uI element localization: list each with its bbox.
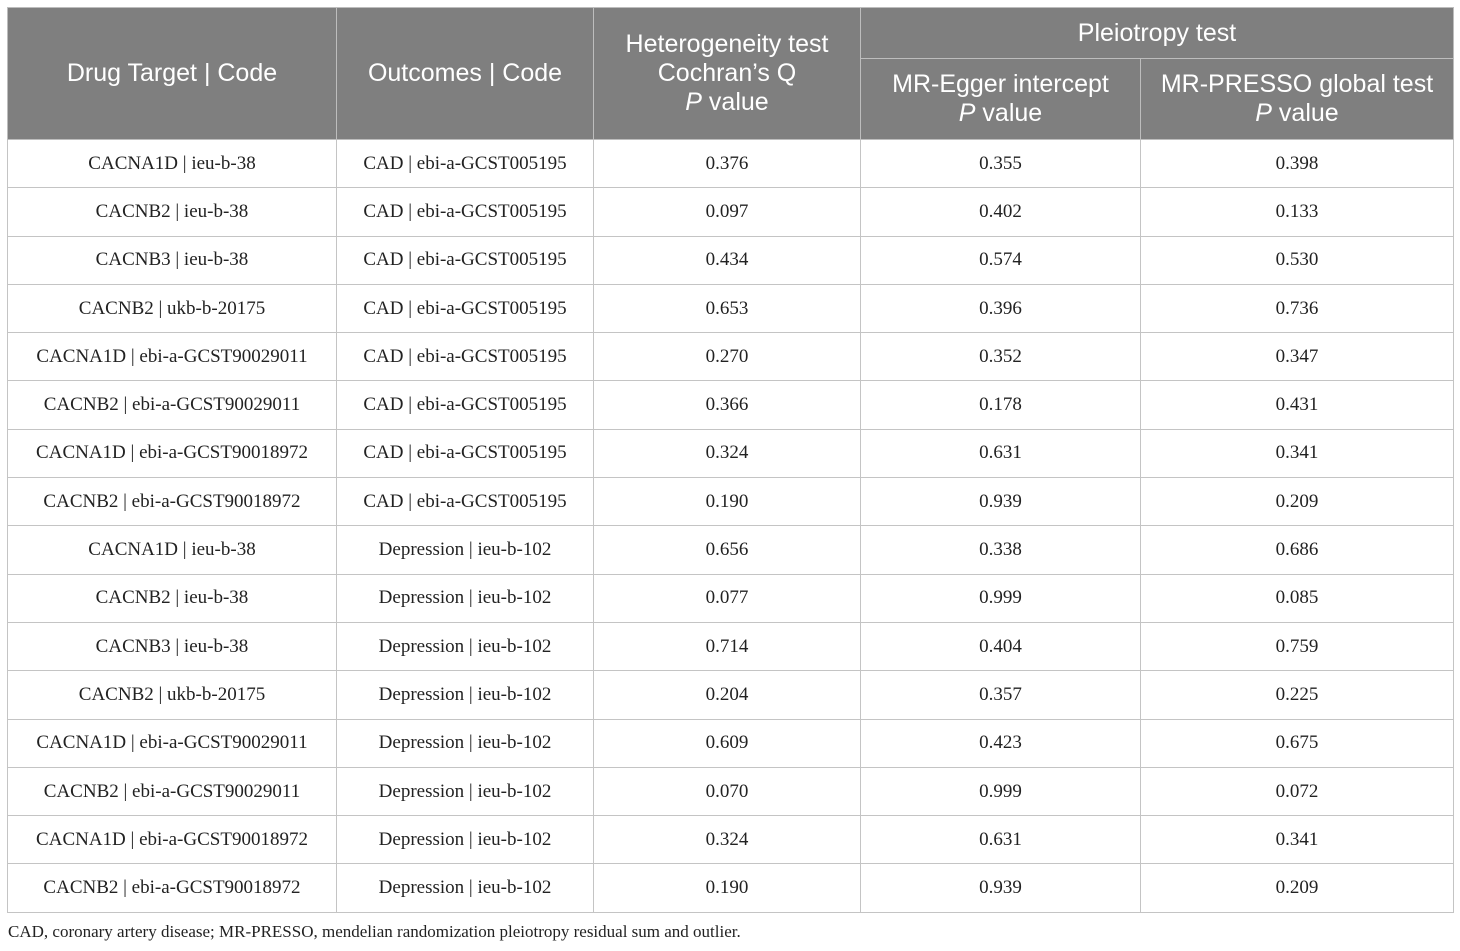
cochran-q-pvalue-cell: 0.376	[594, 140, 861, 188]
mr-egger-pvalue-cell: 0.939	[861, 478, 1141, 526]
mr-egger-pvalue-cell: 0.423	[861, 719, 1141, 767]
drug-target-cell: CACNB2 | ebi-a-GCST90018972	[8, 478, 337, 526]
mr-presso-pvalue-cell: 0.431	[1141, 381, 1454, 429]
mr-presso-pvalue-cell: 0.686	[1141, 526, 1454, 574]
cochran-q-pvalue-cell: 0.656	[594, 526, 861, 574]
value-label: value	[975, 99, 1043, 127]
p-label: P	[1255, 99, 1272, 127]
mr-egger-pvalue-cell: 0.574	[861, 236, 1141, 284]
cochran-q-pvalue-cell: 0.366	[594, 381, 861, 429]
cochran-q-pvalue-cell: 0.204	[594, 671, 861, 719]
results-table	[7, 7, 1454, 913]
mr-presso-pvalue-cell: 0.133	[1141, 188, 1454, 236]
table-row	[8, 429, 1454, 477]
mr-egger-pvalue-cell: 0.396	[861, 284, 1141, 332]
mr-presso-pvalue-cell: 0.225	[1141, 671, 1454, 719]
table-row	[8, 526, 1454, 574]
outcome-cell: CAD | ebi-a-GCST005195	[337, 140, 594, 188]
drug-target-cell: CACNB2 | ieu-b-38	[8, 574, 337, 622]
header-mr-presso	[1141, 59, 1454, 140]
cochran-q-pvalue-cell: 0.097	[594, 188, 861, 236]
drug-target-cell: CACNB2 | ukb-b-20175	[8, 284, 337, 332]
header-heterogeneity	[594, 8, 861, 140]
drug-target-cell: CACNA1D | ebi-a-GCST90018972	[8, 429, 337, 477]
drug-target-cell: CACNA1D | ebi-a-GCST90029011	[8, 719, 337, 767]
results-table-container	[7, 7, 1453, 913]
drug-target-cell: CACNB3 | ieu-b-38	[8, 236, 337, 284]
cochran-q-pvalue-cell: 0.077	[594, 574, 861, 622]
mr-presso-pvalue-cell: 0.085	[1141, 574, 1454, 622]
mr-egger-pvalue-cell: 0.338	[861, 526, 1141, 574]
p-label: P	[685, 88, 702, 116]
drug-target-cell: CACNA1D | ebi-a-GCST90029011	[8, 333, 337, 381]
header-pleiotropy: Pleiotropy test	[861, 8, 1454, 59]
header-mr-egger-pvalue	[865, 99, 1136, 128]
outcome-cell: CAD | ebi-a-GCST005195	[337, 236, 594, 284]
cochran-q-pvalue-cell: 0.653	[594, 284, 861, 332]
mr-presso-pvalue-cell: 0.072	[1141, 767, 1454, 815]
mr-presso-pvalue-cell: 0.347	[1141, 333, 1454, 381]
table-row	[8, 478, 1454, 526]
cochran-q-pvalue-cell: 0.190	[594, 478, 861, 526]
p-label: P	[958, 99, 976, 127]
table-row	[8, 188, 1454, 236]
value-label: value	[1271, 99, 1339, 127]
mr-presso-pvalue-cell: 0.736	[1141, 284, 1454, 332]
mr-presso-pvalue-cell: 0.341	[1141, 429, 1454, 477]
table-row	[8, 140, 1454, 188]
header-heterogeneity-line2: Cochran’s Q	[657, 59, 797, 87]
outcome-cell: Depression | ieu-b-102	[337, 574, 594, 622]
cochran-q-pvalue-cell: 0.070	[594, 767, 861, 815]
header-mr-presso-pvalue	[1145, 99, 1449, 128]
header-mr-egger	[861, 59, 1141, 140]
cochran-q-pvalue-cell: 0.270	[594, 333, 861, 381]
mr-presso-pvalue-cell: 0.530	[1141, 236, 1454, 284]
table-row	[8, 671, 1454, 719]
table-row	[8, 381, 1454, 429]
mr-egger-pvalue-cell: 0.352	[861, 333, 1141, 381]
drug-target-cell: CACNB2 | ebi-a-GCST90029011	[8, 767, 337, 815]
outcome-cell: Depression | ieu-b-102	[337, 622, 594, 670]
drug-target-cell: CACNA1D | ebi-a-GCST90018972	[8, 816, 337, 864]
outcome-cell: CAD | ebi-a-GCST005195	[337, 284, 594, 332]
drug-target-cell: CACNA1D | ieu-b-38	[8, 140, 337, 188]
mr-presso-pvalue-cell: 0.759	[1141, 622, 1454, 670]
outcome-cell: Depression | ieu-b-102	[337, 526, 594, 574]
outcome-cell: CAD | ebi-a-GCST005195	[337, 429, 594, 477]
outcome-cell: Depression | ieu-b-102	[337, 816, 594, 864]
cochran-q-pvalue-cell: 0.609	[594, 719, 861, 767]
outcome-cell: Depression | ieu-b-102	[337, 767, 594, 815]
header-heterogeneity-pvalue	[598, 88, 856, 117]
outcome-cell: CAD | ebi-a-GCST005195	[337, 381, 594, 429]
mr-egger-pvalue-cell: 0.404	[861, 622, 1141, 670]
cochran-q-pvalue-cell: 0.324	[594, 429, 861, 477]
mr-presso-pvalue-cell: 0.398	[1141, 140, 1454, 188]
table-row	[8, 622, 1454, 670]
outcome-cell: Depression | ieu-b-102	[337, 671, 594, 719]
mr-egger-pvalue-cell: 0.402	[861, 188, 1141, 236]
mr-presso-pvalue-cell: 0.209	[1141, 478, 1454, 526]
header-heterogeneity-line1: Heterogeneity test	[625, 30, 829, 58]
mr-presso-pvalue-cell: 0.675	[1141, 719, 1454, 767]
cochran-q-pvalue-cell: 0.190	[594, 864, 861, 912]
mr-presso-pvalue-cell: 0.209	[1141, 864, 1454, 912]
header-mr-presso-label: MR-PRESSO global test	[1160, 70, 1434, 98]
cochran-q-pvalue-cell: 0.434	[594, 236, 861, 284]
outcome-cell: Depression | ieu-b-102	[337, 719, 594, 767]
cochran-q-pvalue-cell: 0.324	[594, 816, 861, 864]
table-row	[8, 816, 1454, 864]
table-row	[8, 574, 1454, 622]
drug-target-cell: CACNB2 | ukb-b-20175	[8, 671, 337, 719]
table-row	[8, 719, 1454, 767]
outcome-cell: CAD | ebi-a-GCST005195	[337, 333, 594, 381]
mr-egger-pvalue-cell: 0.631	[861, 816, 1141, 864]
mr-egger-pvalue-cell: 0.999	[861, 767, 1141, 815]
mr-egger-pvalue-cell: 0.357	[861, 671, 1141, 719]
table-row	[8, 767, 1454, 815]
drug-target-cell: CACNA1D | ieu-b-38	[8, 526, 337, 574]
table-body	[8, 140, 1454, 913]
table-row	[8, 864, 1454, 912]
drug-target-cell: CACNB3 | ieu-b-38	[8, 622, 337, 670]
mr-egger-pvalue-cell: 0.631	[861, 429, 1141, 477]
drug-target-cell: CACNB2 | ebi-a-GCST90029011	[8, 381, 337, 429]
mr-egger-pvalue-cell: 0.355	[861, 140, 1141, 188]
drug-target-cell: CACNB2 | ebi-a-GCST90018972	[8, 864, 337, 912]
outcome-cell: Depression | ieu-b-102	[337, 864, 594, 912]
outcome-cell: CAD | ebi-a-GCST005195	[337, 188, 594, 236]
table-row	[8, 284, 1454, 332]
header-outcomes: Outcomes | Code	[337, 8, 594, 140]
mr-egger-pvalue-cell: 0.939	[861, 864, 1141, 912]
outcome-cell: CAD | ebi-a-GCST005195	[337, 478, 594, 526]
drug-target-cell: CACNB2 | ieu-b-38	[8, 188, 337, 236]
mr-egger-pvalue-cell: 0.999	[861, 574, 1141, 622]
cochran-q-pvalue-cell: 0.714	[594, 622, 861, 670]
table-row	[8, 236, 1454, 284]
mr-presso-pvalue-cell: 0.341	[1141, 816, 1454, 864]
footnote: CAD, coronary artery disease; MR-PRESSO, mendelian randomization pleiotropy residual sum and outlier.	[8, 922, 741, 941]
table-row	[8, 333, 1454, 381]
header-drug-target: Drug Target | Code	[8, 8, 337, 140]
value-label: value	[701, 88, 769, 116]
mr-egger-pvalue-cell: 0.178	[861, 381, 1141, 429]
header-mr-egger-label: MR-Egger intercept	[892, 70, 1109, 98]
